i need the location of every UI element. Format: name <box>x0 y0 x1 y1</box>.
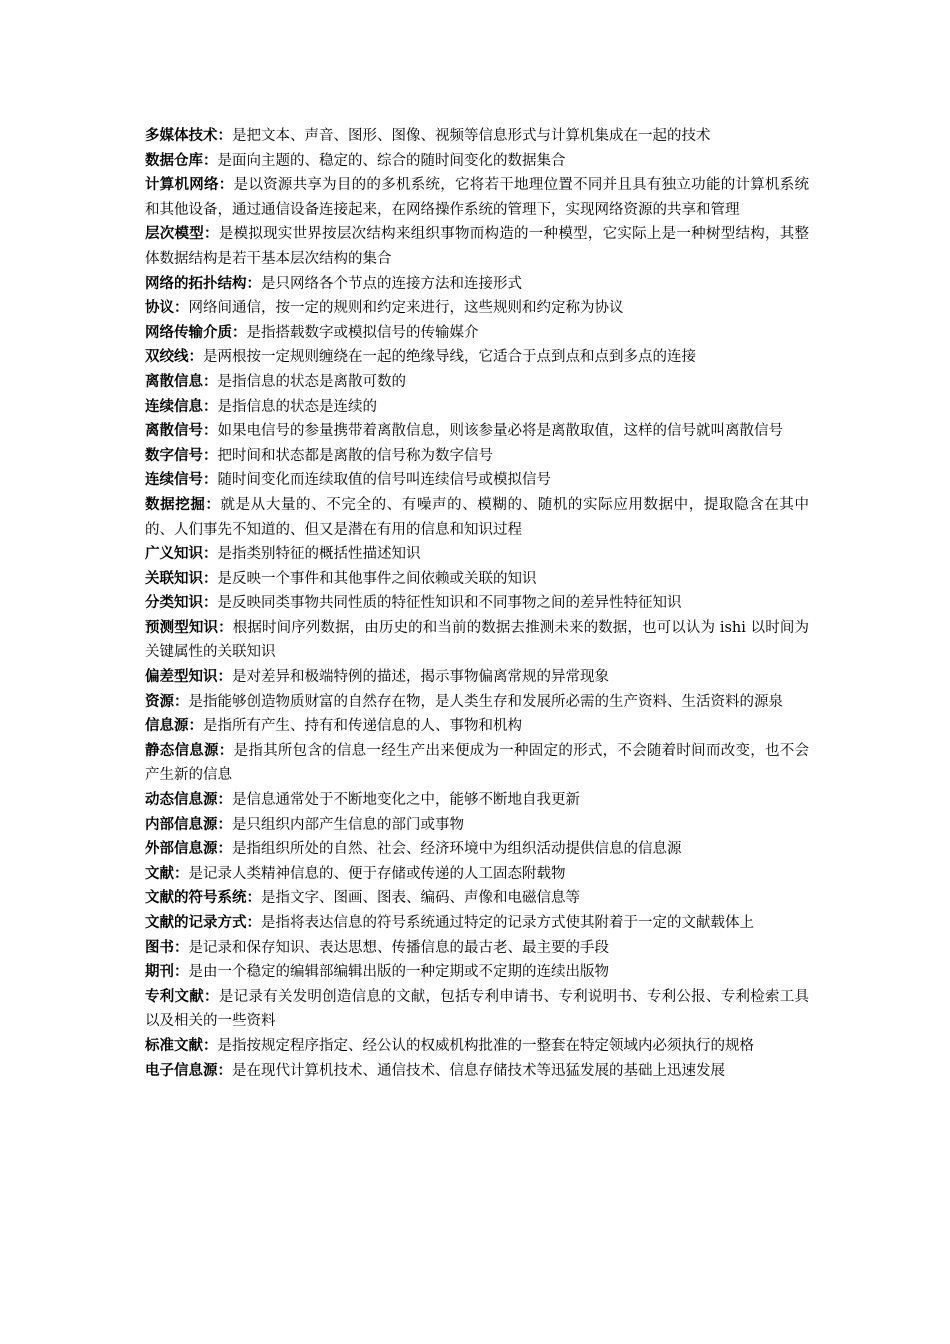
glossary-definition: 是记录有关发明创造信息的文献，包括专利申请书、专利说明书、专利公报、专利检索工具以及相关的一些资料 <box>145 988 810 1030</box>
glossary-term: 数字信号： <box>145 447 218 464</box>
glossary-term: 连续信号： <box>145 472 218 489</box>
glossary-definition: 是指信息的状态是离散可数的 <box>217 373 406 390</box>
glossary-term: 双绞线： <box>145 349 203 366</box>
glossary-term: 资源： <box>145 693 189 710</box>
glossary-term: 动态信息源： <box>145 792 232 809</box>
glossary-definition: 是信息通常处于不断地变化之中，能够不断地自我更新 <box>232 792 580 809</box>
glossary-term: 分类知识： <box>145 595 218 612</box>
glossary-entry <box>145 837 809 862</box>
glossary-definition: 是只网络各个节点的连接方法和连接形式 <box>261 275 522 292</box>
glossary-entry <box>145 395 809 420</box>
glossary-term: 图书： <box>145 939 189 956</box>
glossary-entry <box>145 493 809 542</box>
glossary-entry <box>145 444 809 469</box>
glossary-entry <box>145 370 809 395</box>
glossary-definition: 是指类别特征的概括性描述知识 <box>217 546 421 563</box>
glossary-definition: 是记录和保存知识、表达思想、传播信息的最古老、最主要的手段 <box>188 939 609 956</box>
glossary-entry <box>145 222 809 271</box>
glossary-definition: 是以资源共享为目的的多机系统，它将若干地理位置不同并且具有独立功能的计算机系统和其他设备，通过通信设备连接起来，在网络操作系统的管理下，实现网络资源的共享和管理 <box>145 177 810 218</box>
glossary-entry <box>145 149 809 174</box>
glossary-term: 网络的拓扑结构： <box>145 275 261 292</box>
glossary-definition: 如果电信号的参量携带着离散信息，则该参量必将是离散取值，这样的信号就叫离散信号 <box>217 423 783 440</box>
glossary-definition: 是两根按一定规则缠绕在一起的绝缘导线，它适合于点到点和点到多点的连接 <box>203 349 696 366</box>
glossary-entry <box>145 911 809 936</box>
glossary-definition: 是指能够创造物质财富的自然存在物，是人类生存和发展所必需的生产资料、生活资料的源泉 <box>188 693 783 710</box>
glossary-term: 外部信息源： <box>145 841 232 858</box>
glossary-definition: 是记录人类精神信息的、便于存储或传递的人工固态附载物 <box>188 865 566 882</box>
glossary-term: 连续信息： <box>145 398 218 415</box>
glossary-definition: 是把文本、声音、图形、图像、视频等信息形式与计算机集成在一起的技术 <box>232 128 711 144</box>
glossary-definition: 是指所有产生、持有和传递信息的人、事物和机构 <box>203 718 522 735</box>
glossary-term: 网络传输介质： <box>145 324 247 341</box>
glossary-entry <box>145 739 809 788</box>
glossary-entry <box>145 272 809 297</box>
glossary-term: 数据仓库： <box>145 152 218 169</box>
glossary-entry <box>145 124 809 149</box>
glossary-definition: 就是从大量的、不完全的、有噪声的、模糊的、随机的实际应用数据中，提取隐含在其中的、人们事先不知道的、但又是潜在有用的信息和知识过程 <box>145 496 810 538</box>
glossary-entry <box>145 321 809 346</box>
glossary-definition: 是由一个稳定的编辑部编辑出版的一种定期或不定期的连续出版物 <box>188 964 609 981</box>
glossary-term: 关联知识： <box>145 570 218 587</box>
glossary-entry <box>145 591 809 616</box>
glossary-definition: 随时间变化而连续取值的信号叫连续信号或模拟信号 <box>217 472 551 489</box>
glossary-definition: 是对差异和极端特例的描述，揭示事物偏离常规的异常现象 <box>232 669 609 686</box>
glossary-entry <box>145 1059 809 1084</box>
glossary-term: 计算机网络： <box>145 177 234 194</box>
glossary-term: 协议： <box>145 300 189 317</box>
glossary-definition: 是指信息的状态是连续的 <box>217 398 377 415</box>
glossary-entry <box>145 542 809 567</box>
glossary-entry <box>145 296 809 321</box>
glossary-definition: 是指组织所处的自然、社会、经济环境中为组织活动提供信息的信息源 <box>232 841 682 858</box>
glossary-term: 离散信号： <box>145 423 218 440</box>
glossary-definition: 是只组织内部产生信息的部门或事物 <box>232 816 464 833</box>
glossary-term: 文献的符号系统： <box>145 890 261 907</box>
glossary-term: 数据挖掘： <box>145 496 221 513</box>
glossary-entry <box>145 788 809 813</box>
glossary-definition: 根据时间序列数据，由历史的和当前的数据去推测未来的数据，也可以认为 ishi 以时间为关键属性的关联知识 <box>145 619 809 661</box>
glossary-term: 文献： <box>145 865 189 882</box>
glossary-term: 离散信息： <box>145 373 218 390</box>
glossary-term: 专利文献： <box>145 988 219 1005</box>
glossary-term: 多媒体技术： <box>145 128 232 144</box>
glossary-entry <box>145 960 809 985</box>
glossary-term: 预测型知识： <box>145 619 233 636</box>
glossary-term: 内部信息源： <box>145 816 232 833</box>
glossary-term: 信息源： <box>145 718 203 735</box>
glossary-definition: 是反映同类事物共同性质的特征性知识和不同事物之间的差异性特征知识 <box>217 595 682 612</box>
glossary-entry <box>145 1034 809 1059</box>
glossary-term: 静态信息源： <box>145 742 234 759</box>
glossary-entry <box>145 714 809 739</box>
glossary-definition: 把时间和状态都是离散的信号称为数字信号 <box>217 447 493 464</box>
glossary-entry <box>145 985 809 1034</box>
glossary-definition: 是指将表达信息的符号系统通过特定的记录方式使其附着于一定的文献载体上 <box>261 915 754 931</box>
glossary-definition: 是指按规定程序指定、经公认的权威机构批准的一整套在特定领域内必须执行的规格 <box>217 1037 754 1054</box>
glossary-term: 标准文献： <box>145 1037 218 1054</box>
glossary-entry <box>145 690 809 715</box>
glossary-definition: 是指其所包含的信息一经生产出来便成为一种固定的形式，不会随着时间而改变，也不会产生新的信息 <box>145 742 810 784</box>
glossary-term: 偏差型知识： <box>145 669 232 686</box>
glossary-term: 电子信息源： <box>145 1062 232 1079</box>
glossary-definition: 是反映一个事件和其他事件之间依赖或关联的知识 <box>217 570 537 587</box>
glossary-entry <box>145 862 809 887</box>
glossary-term: 广义知识： <box>145 546 218 563</box>
glossary-entry <box>145 345 809 370</box>
glossary-entry <box>145 567 809 592</box>
glossary-definition: 是指文字、图画、图表、编码、声像和电磁信息等 <box>261 890 580 907</box>
glossary-entry <box>145 813 809 838</box>
glossary-entry <box>145 419 809 444</box>
glossary-term: 层次模型： <box>145 226 219 243</box>
document-page <box>145 124 809 1083</box>
glossary-term: 文献的记录方式： <box>145 915 261 931</box>
glossary-entry <box>145 616 809 665</box>
glossary-entry <box>145 665 809 690</box>
glossary-definition: 网络间通信，按一定的规则和约定来进行，这些规则和约定称为协议 <box>188 300 624 317</box>
glossary-entry <box>145 886 809 911</box>
glossary-definition: 是指搭载数字或模拟信号的传输媒介 <box>246 324 479 341</box>
glossary-term: 期刊： <box>145 964 189 981</box>
glossary-entry <box>145 173 809 222</box>
glossary-entry <box>145 936 809 961</box>
glossary-entry <box>145 468 809 493</box>
glossary-definition: 是在现代计算机技术、通信技术、信息存储技术等迅猛发展的基础上迅速发展 <box>232 1062 725 1079</box>
glossary-definition: 是模拟现实世界按层次结构来组织事物而构造的一种模型，它实际上是一种树型结构，其整体数据结构是若干基本层次结构的集合 <box>145 226 810 267</box>
glossary-definition: 是面向主题的、稳定的、综合的随时间变化的数据集合 <box>217 152 566 169</box>
